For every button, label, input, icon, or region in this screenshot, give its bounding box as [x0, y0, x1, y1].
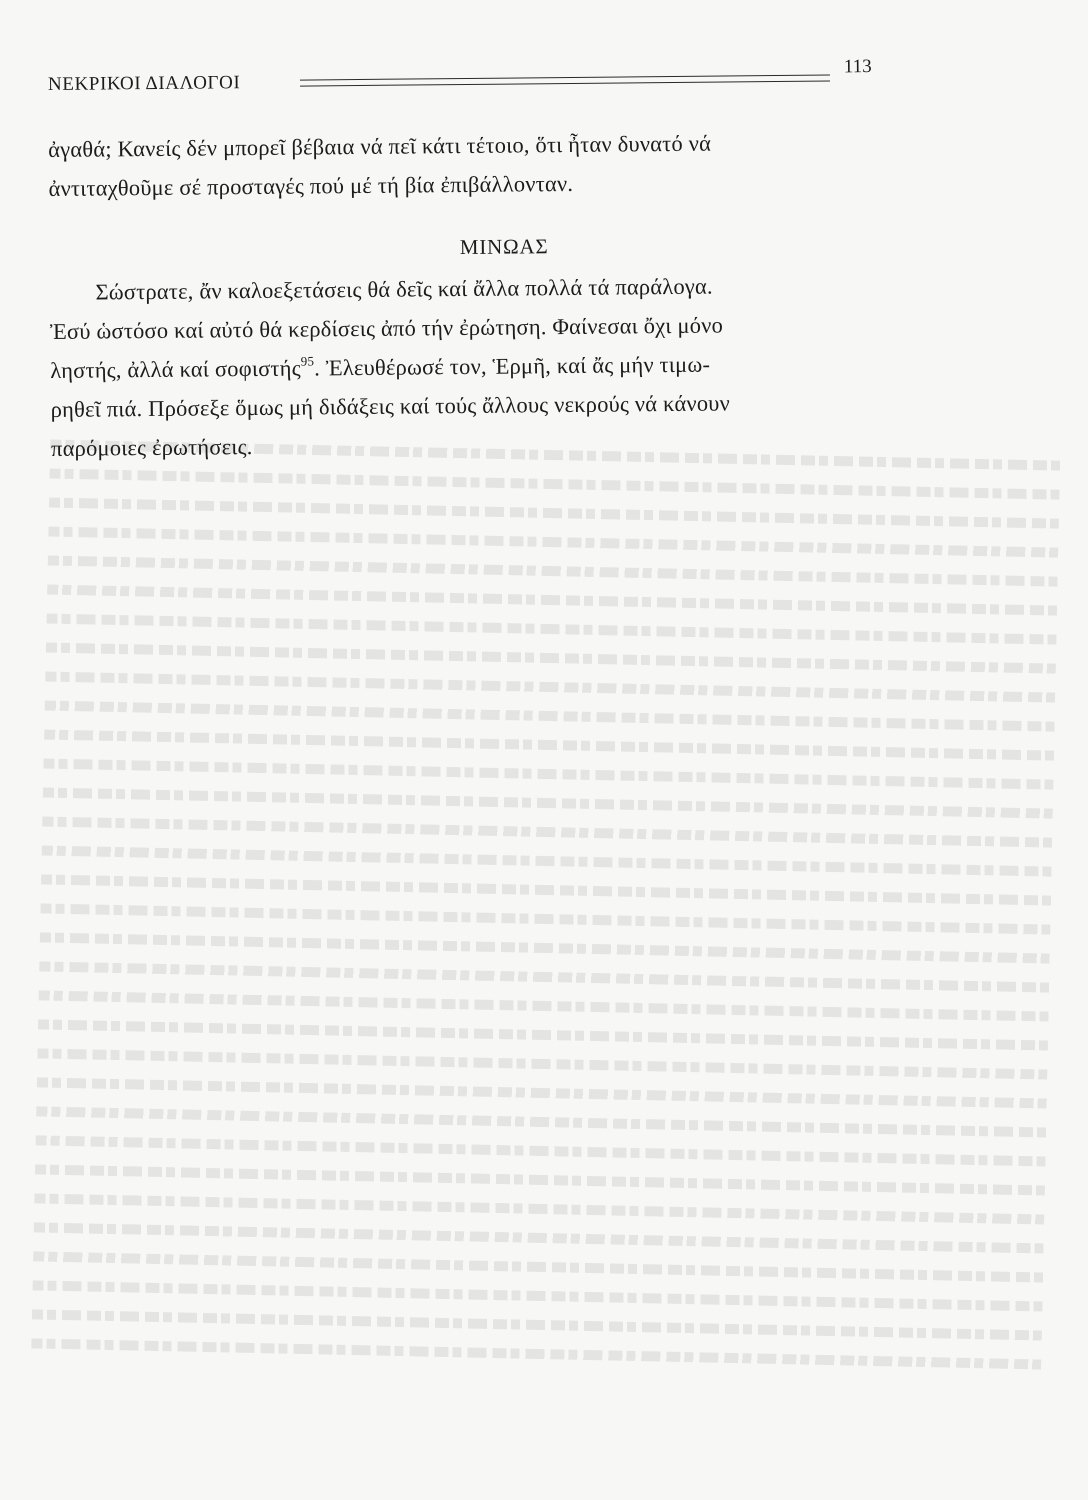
header-double-rule — [300, 74, 830, 86]
running-title: ΝΕΚΡΙΚΟΙ ΔΙΑΛΟΓΟΙ — [47, 72, 241, 95]
text-line: Ἐσύ ὡστόσο καί αὐτό θά κερδίσεις ἀπό τήν ἐρώτηση. Φαίνεσαι ὄχι μόνο — [49, 312, 724, 344]
text-segment: . Ἐλευθέρωσέ τον, Ἑρμῆ, καί ἄς μήν τιμω- — [314, 351, 711, 381]
speaker-heading: ΜΙΝΩΑΣ — [459, 234, 549, 260]
text-segment: ληστής, ἀλλά καί σοφιστής — [50, 355, 301, 383]
text-line: ἀγαθά; Κανείς δέν μπορεῖ βέβαια νά πεῖ κάτι τέτοιο, ὅτι ἦταν δυνατό νά — [48, 130, 712, 162]
text-line: παρόμοιες ἐρωτήσεις. — [50, 434, 253, 461]
reverse-side-bleed-through — [30, 430, 1061, 1451]
footnote-marker[interactable]: 95 — [300, 353, 315, 369]
main-text — [48, 122, 901, 468]
text-line: ρηθεῖ πιά. Πρόσεξε ὅμως μή διδάξεις καί τούς ἄλλους νεκρούς νά κάνουν — [50, 390, 731, 422]
text-line: Σώστρατε, ἄν καλοεξετάσεις θά δεῖς καί ἄλλα πολλά τά παράλογα. — [95, 273, 713, 305]
text-line: ἀντιταχθοῦμε σέ προσταγές πού μέ τή βία ἐπιβάλλονταν. — [48, 170, 574, 201]
running-header — [48, 56, 880, 104]
page-number: 113 — [843, 56, 872, 78]
